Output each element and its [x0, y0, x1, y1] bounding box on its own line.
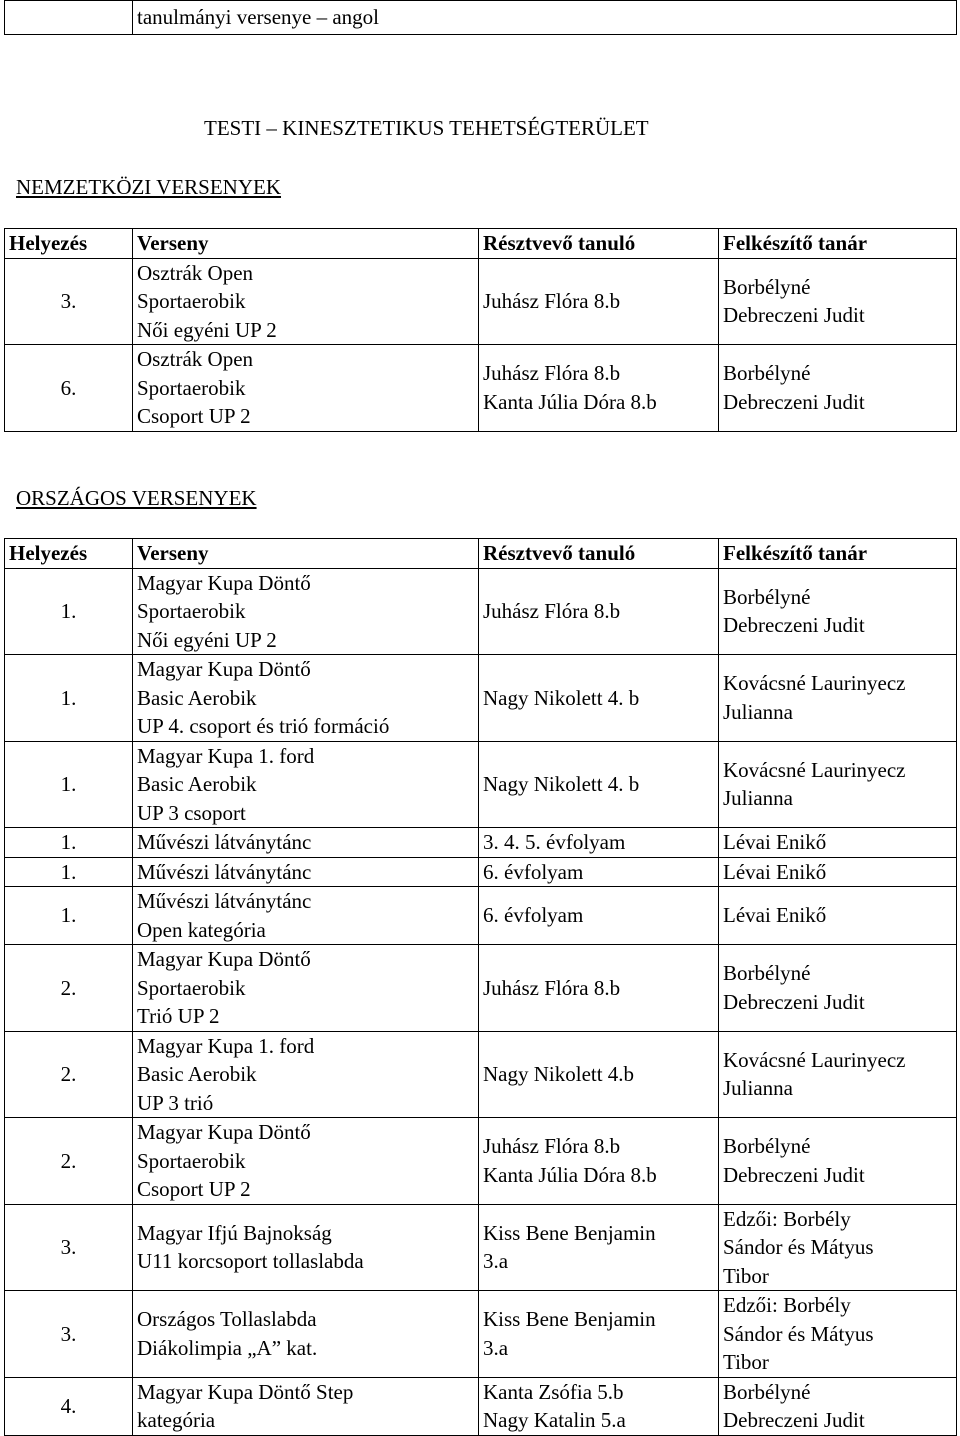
place-cell: 1.	[5, 568, 133, 655]
table-header-row	[5, 229, 957, 259]
event-cell: Művészi látványtánc	[133, 857, 479, 887]
student-cell: Kiss Bene Benjamin 3.a	[479, 1291, 719, 1378]
table-row	[5, 1377, 957, 1435]
student-cell: 6. évfolyam	[479, 887, 719, 945]
table-row	[5, 887, 957, 945]
table-row	[5, 345, 957, 432]
teacher-cell: Edzői: Borbély Sándor és Mátyus Tibor	[719, 1291, 957, 1378]
place-cell: 1.	[5, 887, 133, 945]
page-title: TESTI – KINESZTETIKUS TEHETSÉGTERÜLET	[204, 116, 649, 140]
place-cell: 2.	[5, 1031, 133, 1118]
table-row	[5, 741, 957, 828]
table-row	[5, 655, 957, 742]
table-row	[5, 1291, 957, 1378]
table-header-row	[5, 539, 957, 569]
teacher-cell: Edzői: Borbély Sándor és Mátyus Tibor	[719, 1204, 957, 1291]
national-table	[4, 538, 957, 1436]
header-teacher: Felkészítő tanár	[719, 229, 957, 259]
header-place: Helyezés	[5, 539, 133, 569]
table-row	[5, 258, 957, 345]
student-cell: Nagy Nikolett 4. b	[479, 655, 719, 742]
student-cell: Juhász Flóra 8.b	[479, 258, 719, 345]
national-heading: ORSZÁGOS VERSENYEK	[16, 486, 257, 510]
teacher-cell: Borbélyné Debreczeni Judit	[719, 945, 957, 1032]
place-cell: 4.	[5, 1377, 133, 1435]
event-cell: Magyar Kupa 1. ford Basic Aerobik UP 3 trió	[133, 1031, 479, 1118]
international-table-body	[5, 258, 957, 431]
student-cell: Juhász Flóra 8.b Kanta Júlia Dóra 8.b	[479, 1118, 719, 1205]
student-cell: 3. 4. 5. évfolyam	[479, 828, 719, 858]
table-row	[5, 1204, 957, 1291]
table-row	[5, 568, 957, 655]
place-cell: 1.	[5, 828, 133, 858]
student-cell: Juhász Flóra 8.b Kanta Júlia Dóra 8.b	[479, 345, 719, 432]
teacher-cell: Lévai Enikő	[719, 887, 957, 945]
teacher-cell: Lévai Enikő	[719, 857, 957, 887]
student-cell: Kiss Bene Benjamin 3.a	[479, 1204, 719, 1291]
event-cell: Magyar Kupa 1. ford Basic Aerobik UP 3 csoport	[133, 741, 479, 828]
event-cell: Magyar Kupa Döntő Step kategória	[133, 1377, 479, 1435]
teacher-cell: Kovácsné Laurinyecz Julianna	[719, 741, 957, 828]
table-row	[5, 1, 957, 35]
place-cell: 3.	[5, 1204, 133, 1291]
top-row-left-cell	[5, 1, 133, 35]
student-cell: Nagy Nikolett 4. b	[479, 741, 719, 828]
teacher-cell: Borbélyné Debreczeni Judit	[719, 345, 957, 432]
place-cell: 1.	[5, 655, 133, 742]
table-row	[5, 1118, 957, 1205]
teacher-cell: Kovácsné Laurinyecz Julianna	[719, 1031, 957, 1118]
place-cell: 6.	[5, 345, 133, 432]
teacher-cell: Kovácsné Laurinyecz Julianna	[719, 655, 957, 742]
header-student: Résztvevő tanuló	[479, 229, 719, 259]
place-cell: 1.	[5, 741, 133, 828]
event-cell: Osztrák Open Sportaerobik Női egyéni UP 2	[133, 258, 479, 345]
teacher-cell: Borbélyné Debreczeni Judit	[719, 568, 957, 655]
place-cell: 3.	[5, 1291, 133, 1378]
header-event: Verseny	[133, 539, 479, 569]
teacher-cell: Borbélyné Debreczeni Judit	[719, 1118, 957, 1205]
table-row	[5, 857, 957, 887]
event-cell: Osztrák Open Sportaerobik Csoport UP 2	[133, 345, 479, 432]
table-row	[5, 828, 957, 858]
event-cell: Magyar Kupa Döntő Sportaerobik Női egyéni UP 2	[133, 568, 479, 655]
teacher-cell: Lévai Enikő	[719, 828, 957, 858]
international-table	[4, 228, 957, 432]
student-cell: Nagy Nikolett 4.b	[479, 1031, 719, 1118]
event-cell: Magyar Kupa Döntő Basic Aerobik UP 4. csoport és trió formáció	[133, 655, 479, 742]
table-row	[5, 1031, 957, 1118]
top-row-text: tanulmányi versenye – angol	[133, 1, 957, 35]
event-cell: Magyar Kupa Döntő Sportaerobik Csoport UP 2	[133, 1118, 479, 1205]
event-cell: Magyar Ifjú Bajnokság U11 korcsoport tollaslabda	[133, 1204, 479, 1291]
event-cell: Országos Tollaslabda Diákolimpia „A” kat.	[133, 1291, 479, 1378]
place-cell: 3.	[5, 258, 133, 345]
student-cell: Kanta Zsófia 5.b Nagy Katalin 5.a	[479, 1377, 719, 1435]
place-cell: 2.	[5, 945, 133, 1032]
national-table-body	[5, 568, 957, 1435]
event-cell: Művészi látványtánc	[133, 828, 479, 858]
student-cell: Juhász Flóra 8.b	[479, 945, 719, 1032]
place-cell: 1.	[5, 857, 133, 887]
event-cell: Művészi látványtánc Open kategória	[133, 887, 479, 945]
international-heading: NEMZETKÖZI VERSENYEK	[16, 175, 282, 199]
header-teacher: Felkészítő tanár	[719, 539, 957, 569]
event-cell: Magyar Kupa Döntő Sportaerobik Trió UP 2	[133, 945, 479, 1032]
teacher-cell: Borbélyné Debreczeni Judit	[719, 1377, 957, 1435]
header-place: Helyezés	[5, 229, 133, 259]
student-cell: 6. évfolyam	[479, 857, 719, 887]
student-cell: Juhász Flóra 8.b	[479, 568, 719, 655]
header-event: Verseny	[133, 229, 479, 259]
place-cell: 2.	[5, 1118, 133, 1205]
table-row	[5, 945, 957, 1032]
header-student: Résztvevő tanuló	[479, 539, 719, 569]
top-continuation-table	[4, 0, 957, 35]
teacher-cell: Borbélyné Debreczeni Judit	[719, 258, 957, 345]
